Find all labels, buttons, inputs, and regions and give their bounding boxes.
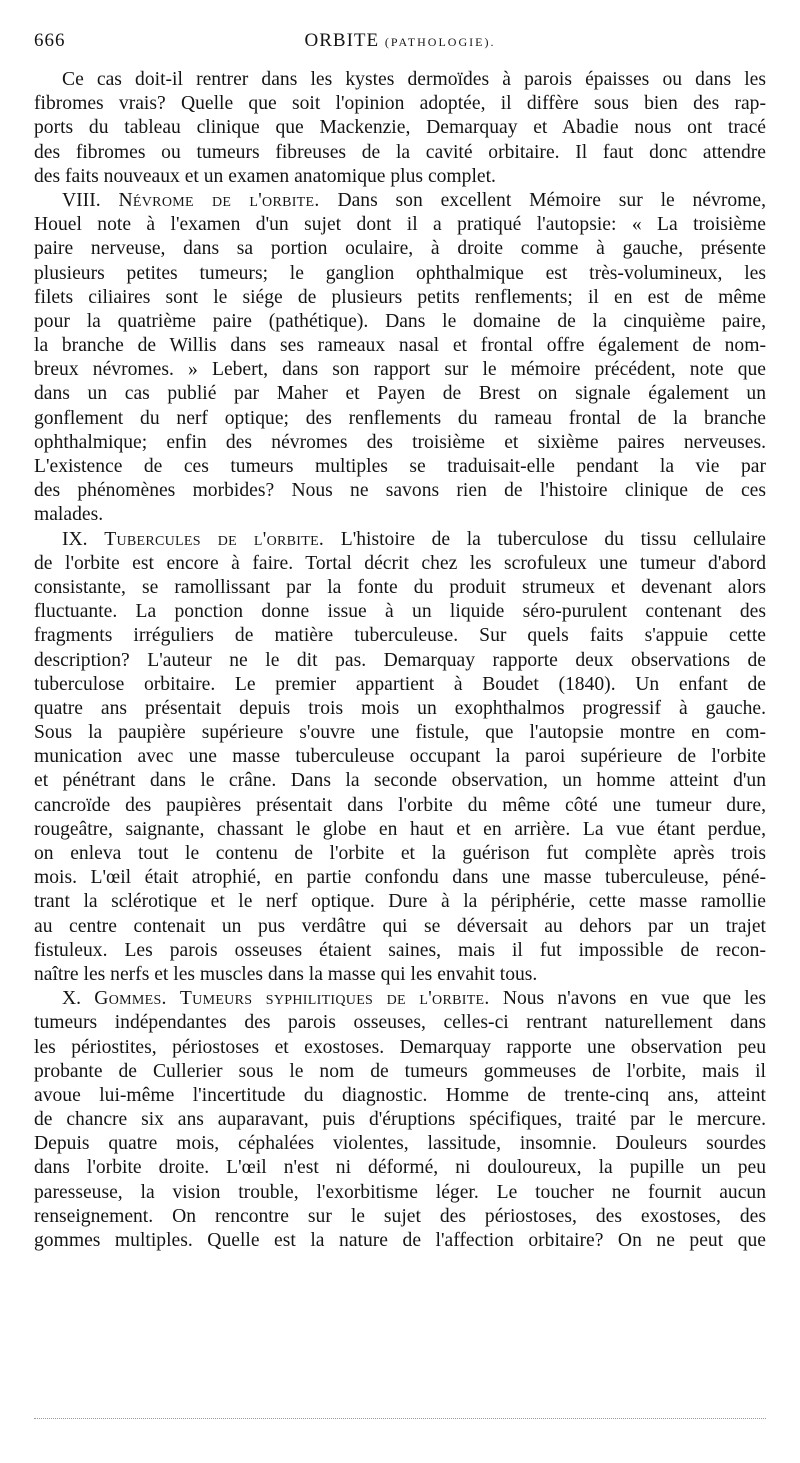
line-text: la branche de Willis dans ses rameaux nasal et frontal offre également de nom- (34, 335, 766, 357)
line-text: renseignement. On rencontre sur le sujet des périostoses, des exostoses, des (34, 1205, 766, 1227)
text-line (34, 92, 766, 116)
running-header (34, 30, 766, 58)
text-line (34, 600, 766, 624)
line-text: L'existence de ces tumeurs multiples se traduisait-elle pendant la vie par (34, 456, 766, 477)
running-title-main: ORBITE (304, 30, 380, 51)
text-line (34, 769, 766, 793)
line-text: Nous n'avons en vue que les (502, 988, 766, 1010)
text-line (34, 1205, 766, 1229)
text-line (34, 68, 766, 92)
line-text: malades. (34, 504, 104, 526)
text-line (34, 141, 766, 165)
line-text: probante de Cullerier sous le nom de tumeurs gommeuses de l'orbite, mais il (34, 1060, 766, 1082)
text-line (34, 624, 766, 648)
page-number: 666 (34, 30, 66, 51)
line-text: trant la sclérotique et le nerf optique. Dure à la périphérie, cette masse ramollie (34, 891, 766, 913)
text-line (34, 165, 766, 189)
text-line (34, 842, 766, 866)
text-line (34, 673, 766, 697)
text-line (34, 262, 766, 286)
line-text: fragments irréguliers de matière tuberculeuse. Sur quels faits s'appuie cette (34, 625, 766, 647)
line-text: pour la quatrième paire (pathétique). Dans le domaine de la cinquième paire, (34, 310, 766, 332)
text-line (34, 1108, 766, 1132)
line-text: paresseuse, la vision trouble, l'exorbitisme léger. Le toucher ne fournit aucun (34, 1181, 766, 1203)
text-line (34, 528, 766, 552)
line-text: filets ciliaires sont le siége de plusieurs petits renflements; il en est de même (34, 286, 766, 308)
line-text: les périostites, périostoses et exostoses. Demarquay rapporte une observation peu (34, 1036, 766, 1058)
text-line (34, 890, 766, 914)
text-line (34, 1181, 766, 1205)
text-line (34, 939, 766, 963)
line-text: plusieurs petites tumeurs; le ganglion ophthalmique est très-volumineux, les (34, 262, 766, 284)
text-line (34, 455, 766, 479)
line-text: cancroïde des paupières présentait dans l'orbite du même côté une tumeur dure, (34, 794, 766, 816)
running-title-sub: (PATHOLOGIE). (384, 35, 496, 49)
text-line (34, 1011, 766, 1035)
text-line (34, 286, 766, 310)
text-line (34, 237, 766, 261)
line-text: tuberculose orbitaire. Le premier appartient à Boudet (1840). Un enfant de (34, 673, 766, 695)
line-text: de chancre six ans auparavant, puis d'éruptions spécifiques, traité par le mercure. (34, 1109, 766, 1131)
line-text: des fibromes ou tumeurs fibreuses de la cavité orbitaire. Il faut donc attendre (34, 141, 766, 163)
section-number: X. (62, 988, 82, 1010)
text-line (34, 358, 766, 382)
text-line (34, 503, 766, 527)
text-line (34, 189, 766, 213)
text-line (34, 382, 766, 406)
line-text: Ce cas doit-il rentrer dans les kystes dermoïdes à parois épaisses ou dans les (62, 69, 766, 90)
line-text: fistuleux. Les parois osseuses étaient saines, mais il fut impossible de recon- (34, 939, 766, 961)
section-number: IX. (62, 528, 88, 550)
text-line (34, 1229, 766, 1253)
body-text (34, 68, 766, 1253)
line-text: des faits nouveaux et un examen anatomique plus complet. (34, 165, 496, 187)
section-number: VIII. (62, 189, 101, 211)
line-text: dans l'orbite droite. L'œil n'est ni déformé, ni douloureux, la pupille un peu (34, 1157, 766, 1179)
text-line (34, 1060, 766, 1084)
section-heading: Gommes. Tumeurs syphilitiques de l'orbite. (94, 988, 490, 1010)
line-text: naître les nerfs et les muscles dans la masse qui les envahit tous. (34, 963, 538, 985)
text-line (34, 431, 766, 455)
text-line (34, 407, 766, 431)
text-line (34, 915, 766, 939)
text-line (34, 794, 766, 818)
text-line (34, 818, 766, 842)
line-text: mois. L'œil était atrophié, en partie confondu dans une masse tuberculeuse, péné- (34, 867, 766, 889)
text-line (34, 1132, 766, 1156)
line-text: fluctuante. La ponction donne issue à un liquide séro-purulent contenant des (34, 601, 766, 623)
text-line (34, 866, 766, 890)
line-text: et pénétrant dans le crâne. Dans la seconde observation, un homme atteint d'un (34, 770, 766, 792)
line-text: Depuis quatre mois, céphalées violentes, lassitude, insomnie. Douleurs sourdes (34, 1133, 766, 1155)
text-line (34, 963, 766, 987)
text-line (34, 116, 766, 140)
line-text: gommes multiples. Quelle est la nature de l'affection orbitaire? On ne peut que (34, 1230, 766, 1251)
text-line (34, 697, 766, 721)
line-text: Houel note à l'examen d'un sujet dont il a pratiqué l'autopsie: « La troisième (34, 214, 766, 236)
section-heading: Tubercules de l'orbite. (104, 528, 325, 550)
line-text: paire nerveuse, dans sa portion oculaire, à droite comme à gauche, présente (34, 238, 766, 260)
running-title (34, 30, 766, 52)
text-line (34, 1036, 766, 1060)
line-text: Sous la paupière supérieure s'ouvre une fistule, que l'autopsie montre en com- (34, 722, 766, 744)
section-heading: Névrome de l'orbite. (118, 189, 320, 211)
text-line (34, 1084, 766, 1108)
line-text: avoue lui-même l'incertitude du diagnostic. Homme de trente-cinq ans, atteint (34, 1084, 766, 1106)
text-line (34, 334, 766, 358)
text-line (34, 576, 766, 600)
text-line (34, 552, 766, 576)
line-text: tumeurs indépendantes des parois osseuses, celles-ci rentrant naturellement dans (34, 1012, 766, 1034)
line-text: dans un cas publié par Maher et Payen de Brest on signale également un (34, 383, 766, 405)
line-text: breux névromes. » Lebert, dans son rapport sur le mémoire précédent, note que (34, 359, 766, 381)
line-text: fibromes vrais? Quelle que soit l'opinion adoptée, il diffère sous bien des rap- (34, 93, 766, 115)
text-line (34, 745, 766, 769)
line-text: quatre ans présentait depuis trois mois un exophthalmos progressif à gauche. (34, 697, 766, 719)
line-text: description? L'auteur ne le dit pas. Demarquay rapporte deux observations de (34, 649, 766, 671)
line-text: de l'orbite est encore à faire. Tortal décrit chez les scrofuleux une tumeur d'abord (34, 552, 766, 574)
line-text: Dans son excellent Mémoire sur le névrome, (337, 189, 766, 211)
line-text: au centre contenait un pus verdâtre qui se déversait au dehors par un trajet (34, 915, 766, 937)
line-text: consistante, se ramollissant par la fonte du produit strumeux et devenant alors (34, 576, 766, 598)
line-text: ports du tableau clinique que Mackenzie, Demarquay et Abadie nous ont tracé (34, 117, 766, 139)
text-line (34, 310, 766, 334)
line-text: rougeâtre, saignante, chassant le globe en haut et en arrière. La vue étant perdue, (34, 818, 766, 840)
text-line (34, 649, 766, 673)
text-line (34, 987, 766, 1011)
text-line (34, 479, 766, 503)
line-text: gonflement du nerf optique; des renflements du rameau frontal de la branche (34, 407, 766, 429)
line-text: des phénomènes morbides? Nous ne savons rien de l'histoire clinique de ces (34, 480, 766, 502)
line-text: on enleva tout le contenu de l'orbite et la guérison fut complète après trois (34, 843, 766, 864)
text-line (34, 721, 766, 745)
text-line (34, 1156, 766, 1180)
line-text: munication avec une masse tuberculeuse occupant la paroi supérieure de l'orbite (34, 746, 766, 768)
footer-dotted-rule (34, 1418, 766, 1419)
line-text: L'histoire de la tuberculose du tissu cellulaire (340, 528, 766, 550)
line-text: ophthalmique; enfin des névromes des troisième et sixième paires nerveuses. (34, 431, 766, 453)
text-line (34, 213, 766, 237)
